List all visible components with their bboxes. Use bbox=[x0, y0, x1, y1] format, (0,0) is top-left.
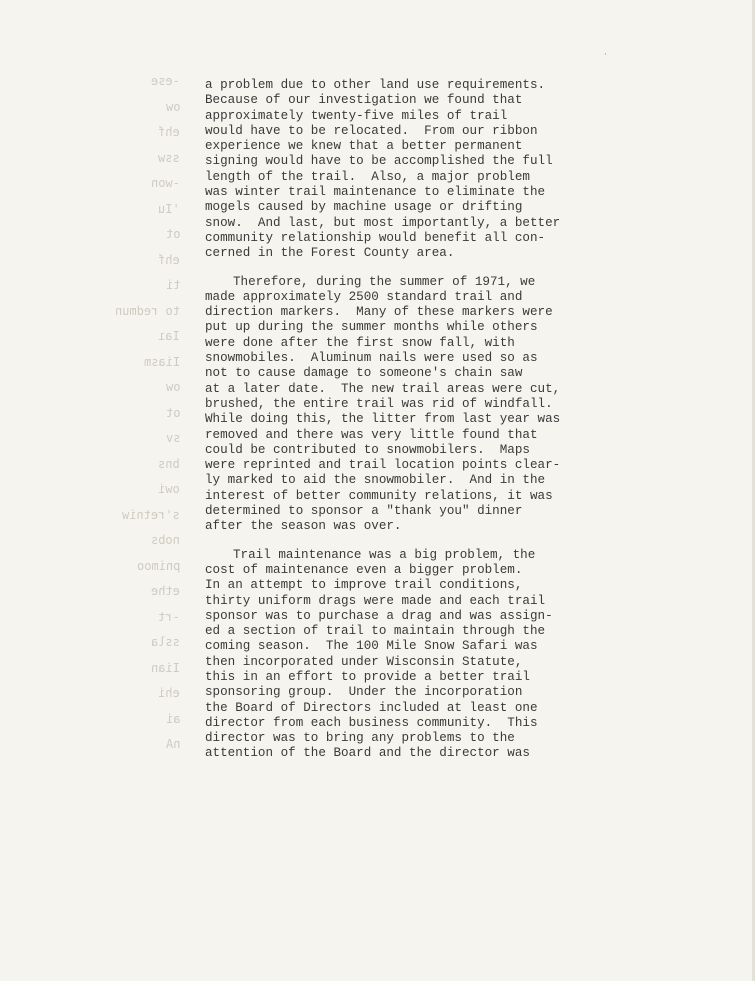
text-line: Because of our investigation we found that bbox=[205, 93, 523, 108]
text-line: snow. And last, but most importantly, a better bbox=[205, 215, 561, 230]
text-line: thirty uniform drags were made and each trail bbox=[205, 593, 546, 608]
text-line: experience we knew that a better permanent bbox=[205, 139, 523, 154]
bleed-through-fragment: -ese bbox=[151, 74, 180, 88]
text-line: sponsor was to purchase a drag and was assign- bbox=[205, 608, 553, 623]
bleed-through-fragment: ow bbox=[165, 380, 180, 394]
text-line: community relationship would benefit all con- bbox=[205, 230, 546, 245]
text-line: In an attempt to improve trail conditions, bbox=[205, 578, 523, 593]
paragraph-gap bbox=[205, 262, 645, 275]
typed-text-body bbox=[205, 78, 645, 762]
scan-speck: , bbox=[604, 47, 607, 57]
bleed-through-fragment: ssla bbox=[151, 635, 180, 649]
text-line: brushed, the entire trail was rid of windfall. bbox=[205, 396, 553, 411]
bleed-through-fragment: ot bbox=[165, 227, 180, 241]
text-line: director was to bring any problems to the bbox=[205, 731, 515, 746]
bleed-through-text bbox=[0, 0, 200, 981]
bleed-through-fragment: ehf bbox=[158, 252, 180, 267]
bleed-through-fragment: ehf bbox=[158, 125, 180, 139]
text-line: determined to sponsor a "thank you" dinner bbox=[205, 504, 523, 519]
bleed-through-fragment: ehi bbox=[158, 686, 180, 700]
text-line: director from each business community. This bbox=[205, 715, 538, 730]
bleed-through-fragment: ow bbox=[165, 99, 180, 114]
text-line: was winter trail maintenance to eliminate the bbox=[205, 185, 546, 200]
text-line: removed and there was very little found that bbox=[205, 427, 538, 442]
text-line: could be contributed to snowmobilers. Maps bbox=[205, 442, 530, 457]
text-line: direction markers. Many of these markers were bbox=[205, 305, 553, 320]
text-line: ed a section of trail to maintain through the bbox=[205, 624, 546, 639]
bleed-through-fragment: pnimoo bbox=[136, 558, 180, 573]
text-line: this in an effort to provide a better trail bbox=[205, 669, 530, 684]
text-line: While doing this, the litter from last year was bbox=[205, 412, 561, 427]
text-line: signing would have to be accomplished the full bbox=[205, 154, 553, 169]
bleed-through-fragment: ti bbox=[165, 278, 180, 292]
text-line: the Board of Directors included at least one bbox=[205, 700, 538, 715]
text-line: were reprinted and trail location points clear- bbox=[205, 458, 561, 473]
text-line: not to cause damage to someone's chain saw bbox=[205, 366, 523, 381]
text-line: ly marked to aid the snowmobiler. And in the bbox=[205, 473, 546, 488]
text-line: approximately twenty-five miles of trail bbox=[205, 108, 508, 123]
text-line: then incorporated under Wisconsin Statute, bbox=[205, 654, 523, 669]
text-line: coming season. The 100 Mile Snow Safari was bbox=[205, 639, 538, 654]
bleed-through-fragment: -rt bbox=[158, 609, 180, 624]
bleed-through-fragment: owi bbox=[158, 482, 180, 496]
bleed-through-fragment: Iian bbox=[151, 660, 180, 675]
bleed-through-fragment: nA bbox=[165, 737, 180, 751]
text-line: put up during the summer months while others bbox=[205, 320, 538, 335]
bleed-through-fragment: bns bbox=[158, 456, 180, 471]
text-line: a problem due to other land use requirements. bbox=[205, 78, 546, 92]
text-line: interest of better community relations, it was bbox=[205, 488, 553, 503]
bleed-through-fragment: s'retniw bbox=[122, 507, 180, 522]
bleed-through-fragment: Iiasm bbox=[143, 354, 180, 369]
text-line: Trail maintenance was a big problem, the bbox=[233, 547, 536, 562]
text-line: length of the trail. Also, a major problem bbox=[205, 169, 530, 184]
bleed-through-fragment: 'Iu bbox=[158, 201, 180, 216]
bleed-through-fragment: -won bbox=[151, 176, 180, 190]
text-line: Therefore, during the summer of 1971, we bbox=[233, 274, 536, 289]
text-line: after the season was over. bbox=[205, 519, 402, 534]
text-line: cerned in the Forest County area. bbox=[205, 246, 455, 261]
bleed-through-fragment: to redmun bbox=[114, 303, 180, 318]
bleed-through-fragment: nobs bbox=[151, 533, 180, 547]
bleed-through-fragment: ssw bbox=[158, 150, 180, 165]
text-line: were done after the first snow fall, with bbox=[205, 335, 515, 350]
bleed-through-fragment: ethe bbox=[151, 584, 180, 598]
text-line: at a later date. The new trail areas were cut, bbox=[205, 381, 561, 396]
bleed-through-fragment: Iaı bbox=[158, 329, 180, 343]
text-line: sponsoring group. Under the incorporation bbox=[205, 685, 523, 700]
paragraph bbox=[205, 548, 645, 762]
text-line: attention of the Board and the director was bbox=[205, 746, 530, 761]
bleed-through-fragment: ot bbox=[165, 405, 180, 420]
paragraph bbox=[205, 275, 645, 535]
text-line: mogels caused by machine usage or drifting bbox=[205, 200, 523, 215]
bleed-through-fragment: ai bbox=[165, 711, 180, 726]
text-line: would have to be relocated. From our ribbon bbox=[205, 123, 538, 138]
paragraph bbox=[205, 78, 645, 262]
text-line: made approximately 2500 standard trail and bbox=[205, 289, 523, 304]
text-line: cost of maintenance even a bigger problem. bbox=[205, 562, 523, 577]
text-line: snowmobiles. Aluminum nails were used so as bbox=[205, 351, 538, 366]
bleed-through-fragment: sv bbox=[165, 431, 180, 445]
paragraph-gap bbox=[205, 535, 645, 548]
